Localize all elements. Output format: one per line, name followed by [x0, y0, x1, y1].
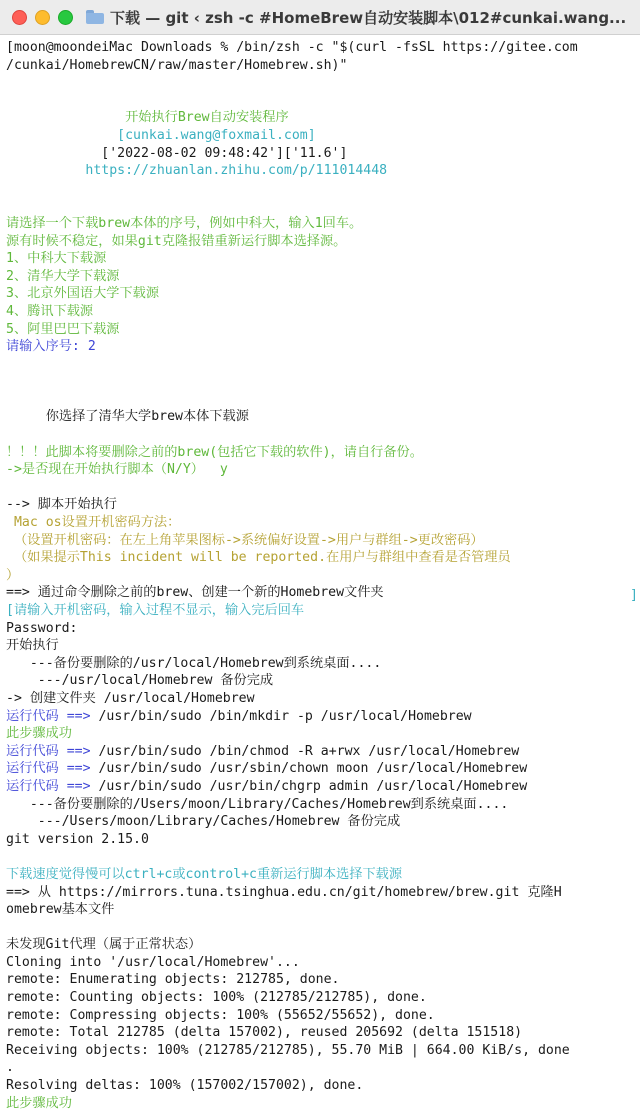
terminal-line: [6, 180, 640, 198]
zoom-button[interactable]: [58, 10, 73, 25]
terminal-line: ---备份要删除的/usr/local/Homebrew到系统桌面....: [6, 655, 382, 671]
window-controls: [12, 10, 73, 25]
terminal-line: ---/Users/moon/Library/Caches/Homebrew 备份完成: [6, 814, 401, 830]
terminal-line: [6, 391, 640, 409]
window-title-area: [86, 0, 634, 34]
terminal-line: 3、北京外国语大学下载源: [6, 286, 160, 302]
terminal-line: --> 脚本开始执行: [6, 497, 117, 513]
terminal-line: 你选择了清华大学brew本体下载源: [6, 409, 249, 425]
terminal-line: 开始执行: [6, 638, 59, 654]
terminal-line: ---/usr/local/Homebrew 备份完成: [6, 673, 274, 689]
minimize-button[interactable]: [35, 10, 50, 25]
terminal-line: [6, 356, 640, 374]
terminal-line-segment: /usr/bin/sudo /usr/sbin/chown moon /usr/local/Homebrew: [98, 761, 528, 777]
terminal-line: （如果提示This incident will be reported.在用户与群组中查看是否管理员: [6, 550, 511, 566]
terminal-line: [6, 373, 640, 391]
terminal-output[interactable]: [0, 35, 640, 1112]
terminal-line: [6, 778, 640, 796]
terminal-line: ==> 从 https://mirrors.tuna.tsinghua.edu.cn/git/homebrew/brew.git 克隆H: [6, 884, 562, 900]
folder-icon: [86, 10, 104, 24]
terminal-line: git version 2.15.0: [6, 831, 149, 847]
terminal-line: remote: Total 212785 (delta 157002), reused 205692 (delta 151518): [6, 1025, 523, 1041]
title-bar: [0, 0, 640, 35]
terminal-line: ==> 通过命令删除之前的brew、创建一个新的Homebrew文件夹: [6, 585, 384, 601]
terminal-line: （设置开机密码：在左上角苹果图标->系统偏好设置->用户与群组->更改密码）: [6, 532, 484, 548]
terminal-line: 请输入序号: 2: [6, 339, 96, 355]
terminal-line: ）: [6, 567, 20, 583]
terminal-line: 开始执行Brew自动安装程序: [6, 110, 289, 126]
terminal-line: Receiving objects: 100% (212785/212785), 55.70 MiB | 664.00 KiB/s, done: [6, 1042, 570, 1058]
terminal-bracket-mark: ]: [630, 588, 638, 603]
terminal-line: [6, 479, 640, 497]
terminal-line: [请输入开机密码，输入过程不显示，输入完后回车: [6, 603, 305, 618]
terminal-line: [6, 708, 640, 726]
terminal-line: 4、腾讯下载源: [6, 303, 94, 319]
terminal-line: ->是否现在开始执行脚本（N/Y） y: [6, 462, 228, 478]
terminal-line: 5、阿里巴巴下载源: [6, 321, 120, 337]
terminal-line-segment: 运行代码 ==>: [6, 708, 99, 724]
terminal-line: [6, 92, 640, 110]
terminal-line: [6, 919, 640, 937]
terminal-line: [cunkai.wang@foxmail.com]: [6, 127, 316, 143]
terminal-line: [moon@moondeiMac Downloads % /bin/zsh -c "$(curl -fsSL https://gitee.com: [6, 40, 578, 55]
terminal-line-segment: 运行代码 ==>: [6, 761, 99, 777]
terminal-line: 请选择一个下载brew本体的序号，例如中科大，输入1回车。: [6, 215, 363, 231]
terminal-line: Cloning into '/usr/local/Homebrew'...: [6, 954, 300, 970]
terminal-line: remote: Enumerating objects: 212785, done.: [6, 972, 340, 988]
terminal-line: 2、清华大学下载源: [6, 268, 120, 284]
terminal-line: remote: Counting objects: 100% (212785/212785), done.: [6, 990, 427, 1006]
terminal-line: 此步骤成功: [6, 726, 72, 742]
terminal-line: https://zhuanlan.zhihu.com/p/111014448: [6, 163, 388, 179]
terminal-line: [6, 197, 640, 215]
terminal-line: /cunkai/HomebrewCN/raw/master/Homebrew.sh)": [6, 57, 348, 73]
terminal-line: [6, 743, 640, 761]
window-title: 下载 — git ‹ zsh -c #HomeBrew自动安装脚本\012#cunkai.wang...: [110, 8, 627, 27]
terminal-line: ---备份要删除的/Users/moon/Library/Caches/Homebrew到系统桌面....: [6, 796, 509, 812]
terminal-line: [6, 74, 640, 92]
terminal-line: 源有时候不稳定，如果git克隆报错重新运行脚本选择源。: [6, 233, 347, 249]
terminal-line: .: [6, 1060, 14, 1076]
close-button[interactable]: [12, 10, 27, 25]
terminal-line: [6, 848, 640, 866]
terminal-line: ！！！此脚本将要删除之前的brew(包括它下载的软件)，请自行备份。: [6, 444, 423, 460]
terminal-line-segment: 运行代码 ==>: [6, 743, 99, 759]
terminal-line: Password:: [6, 620, 78, 636]
terminal-line: omebrew基本文件: [6, 902, 115, 918]
terminal-line: 未发现Git代理（属于正常状态）: [6, 937, 202, 953]
terminal-line: Mac os设置开机密码方法：: [6, 515, 181, 531]
terminal-line-segment: /usr/bin/sudo /bin/mkdir -p /usr/local/Homebrew: [98, 708, 472, 724]
terminal-line: -> 创建文件夹 /usr/local/Homebrew: [6, 690, 255, 706]
terminal-line: 此步骤成功: [6, 1095, 72, 1111]
terminal-line-segment: /usr/bin/sudo /usr/bin/chgrp admin /usr/local/Homebrew: [98, 778, 528, 794]
terminal-line: 下载速度觉得慢可以ctrl+c或control+c重新运行脚本选择下载源: [6, 866, 403, 882]
terminal-line: [6, 760, 640, 778]
terminal-line: Resolving deltas: 100% (157002/157002), done.: [6, 1078, 364, 1094]
terminal-line-segment: /usr/bin/sudo /bin/chmod -R a+rwx /usr/local/Homebrew: [98, 743, 520, 759]
terminal-line: remote: Compressing objects: 100% (55652/55652), done.: [6, 1007, 435, 1023]
terminal-line: 1、中科大下载源: [6, 251, 107, 267]
terminal-line: ['2022-08-02 09:48:42']['11.6']: [6, 145, 348, 161]
terminal-line: [6, 426, 640, 444]
terminal-line-segment: 运行代码 ==>: [6, 778, 99, 794]
